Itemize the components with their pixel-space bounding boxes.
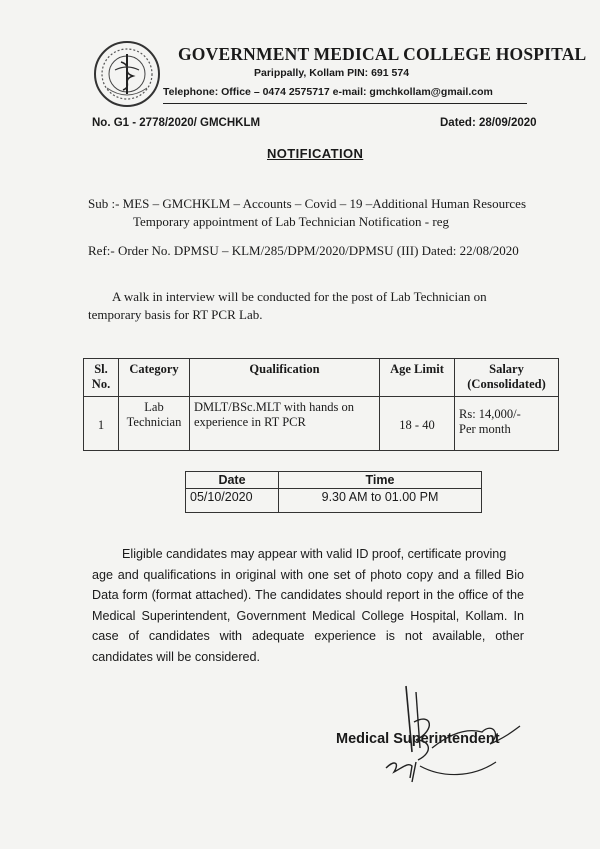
posts-table [83, 358, 559, 451]
signatory-label: Medical Superintendent [336, 731, 500, 747]
hospital-address: Parippally, Kollam PIN: 691 574 [254, 67, 410, 79]
cell-category: Lab Technician [119, 397, 190, 451]
subject-line-1: Sub :- MES – GMCHKLM – Accounts – Covid – 19 –Additional Human Resources [88, 196, 527, 211]
hospital-emblem-icon [93, 40, 161, 108]
table-header-row [84, 359, 559, 397]
cell-salary: Rs: 14,000/- Per month [455, 397, 559, 451]
header-qualification: Qualification [190, 359, 380, 397]
paragraph-line: Data form (format attached). The candidates should report in the office of the [92, 588, 524, 603]
cell-time: 9.30 AM to 01.00 PM [279, 489, 482, 513]
table-row [186, 489, 482, 513]
instructions-paragraph [92, 544, 524, 668]
header-time: Time [279, 472, 482, 489]
cell-qualification: DMLT/BSc.MLT with hands on experience in RT PCR [190, 397, 380, 451]
intro-line-1: A walk in interview will be conducted for the post of Lab Technician on [112, 289, 487, 304]
schedule-table [185, 471, 482, 513]
cell-age-limit: 18 - 40 [380, 397, 455, 451]
header-sl-no: Sl. No. [84, 359, 119, 397]
header-salary: Salary (Consolidated) [455, 359, 559, 397]
paragraph-line: case of candidates with adequate experience is not available, other [92, 629, 524, 644]
header-divider [163, 103, 527, 104]
paragraph-line: Eligible candidates may appear with valid ID proof, certificate proving [122, 547, 507, 561]
reference-number: No. G1 - 2778/2020/ GMCHKLM [92, 117, 261, 129]
cell-date: 05/10/2020 [186, 489, 279, 513]
paragraph-line: Medical Superintendent, Government Medical College Hospital, Kollam. In [92, 608, 524, 623]
header-age-limit: Age Limit [380, 359, 455, 397]
subject-line-2: Temporary appointment of Lab Technician Notification - reg [133, 214, 449, 229]
table-row [84, 397, 559, 451]
cell-sl: 1 [84, 397, 119, 451]
hospital-name: GOVERNMENT MEDICAL COLLEGE HOSPITAL [178, 44, 587, 64]
intro-line-2: temporary basis for RT PCR Lab. [88, 307, 263, 322]
paragraph-line: age and qualifications in original with one set of photo copy and a filled Bio [92, 567, 524, 582]
hospital-contact: Telephone: Office – 0474 2575717 e-mail: gmchkollam@gmail.com [163, 86, 493, 98]
header-category: Category [119, 359, 190, 397]
table-header-row [186, 472, 482, 489]
signature-icon [372, 682, 532, 786]
paragraph-line: candidates will be considered. [92, 649, 261, 664]
header-date: Date [186, 472, 279, 489]
page-title: NOTIFICATION [267, 146, 364, 161]
notification-date: Dated: 28/09/2020 [440, 117, 537, 129]
reference-order: Ref:- Order No. DPMSU – KLM/285/DPM/2020/DPMSU (III) Dated: 22/08/2020 [88, 243, 519, 258]
